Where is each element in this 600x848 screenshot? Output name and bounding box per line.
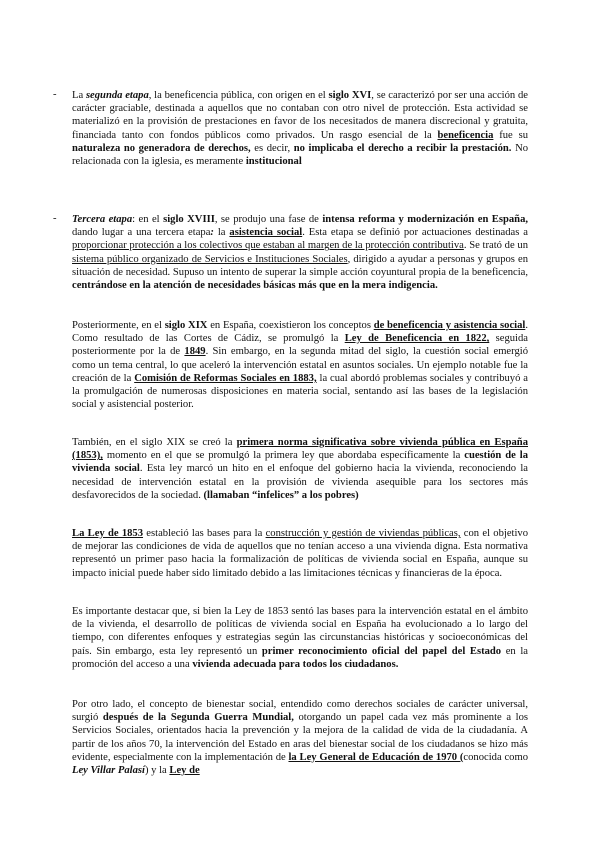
- bullet-tercera-etapa: Tercera etapa: en el siglo XVIII, se produjo una fase de intensa reforma y modernización en España, dando lugar a una tercera etapa: la asistencia social. Esta etapa se definió por actuaciones destinadas a proporcionar protección a los colectivos que estaban al margen de la protección contributiva. Se trató de un sistema público organizado de Servicios e Instituciones Sociales, dirigido a ayudar a personas y grupos en situación de necesidad. Supuso un intento de superar la simple acción coyuntural propia de la beneficencia, centrándose en la atención de necesidades básicas más que en la mera indigencia.: [72, 214, 529, 292]
- paragraph-bienestar-social: Por otro lado, el concepto de bienestar social, entendido como derechos sociales de carácter universal, surgió después de la Segunda Guerra Mundial, otorgando un papel cada vez más prominente a los Servicios Sociales, orientados hacia la prevención y la mejora de la calidad de vida de la ciudadanía. A partir de los años 70, la intervención del Estado en aras del bienestar social de los ciudadanos se hizo más evidente, especialmente con la implementación de la Ley General de Educación de 1970 (conocida como Ley Villar Palasí) y la Ley de: [72, 699, 528, 777]
- paragraph-reconocimiento-estado: Es importante destacar que, si bien la Ley de 1853 sentó las bases para la intervención estatal en el ámbito de la vivienda, el desarrollo de políticas de vivienda social en España ha evolucionado a lo largo del tiempo, con diferentes enfoques y estrategias según las circunstancias históricas y socioeconómicas del país. Sin embargo, esta ley representó un primer reconocimiento oficial del papel del Estado en la promoción del acceso a una vivienda adecuada para todos los ciudadanos.: [72, 606, 528, 670]
- paragraph-vivienda-publica: También, en el siglo XIX se creó la primera norma significativa sobre vivienda pública en España (1853), momento en el que se promulgó la primera ley que abordaba específicamente la cuestión de la vivienda social. Esta ley marcó un hito en el enfoque del gobierno hacia la vivienda, reconociendo la necesidad de intervención estatal en la provisión de vivienda asequible para los sectores más desfavorecidos de la sociedad. (llamaban “infelices” a los pobres): [72, 437, 528, 501]
- bullet-segunda-etapa: La segunda etapa, la beneficencia pública, con origen en el siglo XVI, se caracterizó por ser una acción de carácter graciable, destinada a aquellos que no contaban con otro nivel de protección. Esta actividad se materializó en la provisión de prestaciones en favor de los necesitados de manera discrecional y gratuita, financiada tanto con fondos públicos como privados. Un rasgo esencial de la beneficencia fue su naturaleza no generadora de derechos, es decir, no implicaba el derecho a recibir la prestación. No relacionada con la iglesia, es meramente institucional: [72, 90, 529, 168]
- paragraph-siglo-xix: Posteriormente, en el siglo XIX en España, coexistieron los conceptos de beneficencia y asistencia social. Como resultado de las Cortes de Cádiz, se promulgó la Ley de Beneficencia en 1822, seguida posteriormente por la de 1849. Sin embargo, en la segunda mitad del siglo, la cuestión social emergió como un tema central, lo que aceleró la intervención estatal en asuntos sociales. Un ejemplo notable fue la creación de la Comisión de Reformas Sociales en 1883, la cual abordó problemas sociales y contribuyó a la promulgación de numerosas disposiciones en materia social, sentando así las bases de la legislación social y asistencial posterior.: [72, 320, 529, 411]
- bullet-dash: -: [53, 213, 57, 224]
- bullet-dash: -: [53, 89, 57, 100]
- paragraph-ley-1853: La Ley de 1853 estableció las bases para la construcción y gestión de viviendas públicas, con el objetivo de mejorar las condiciones de vida de aquellos que no tenían acceso a una vivienda digna. Esta normativa representó un primer paso hacia la formalización de políticas de vivienda social en España, aunque su impacto inicial puede haber sido limitado debido a las limitaciones técnicas y financieras de la época.: [72, 528, 529, 579]
